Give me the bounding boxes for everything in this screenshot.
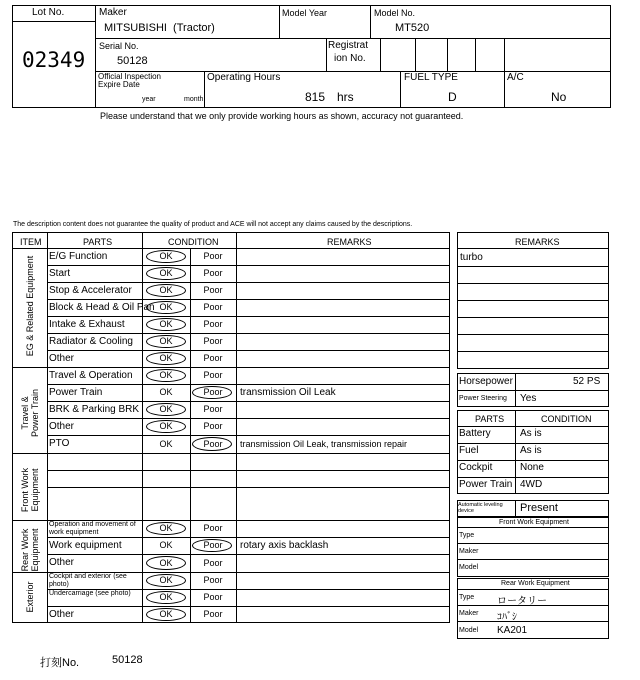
cond-ok: OK	[159, 592, 173, 602]
row-part	[49, 487, 141, 520]
cond-ok: OK	[159, 285, 173, 295]
cond-poor: Poor	[203, 370, 223, 380]
row-part: Travel & Operation	[49, 370, 133, 381]
cond-ok: OK	[159, 319, 173, 329]
right-part-name: Fuel	[459, 445, 479, 456]
model-year-label: Model Year	[282, 8, 328, 18]
row-remark: transmission Oil Leak	[240, 387, 336, 398]
cond-poor: Poor	[203, 387, 223, 397]
ok-circle	[146, 318, 186, 331]
cond-ok: OK	[159, 540, 173, 550]
cond-poor: Poor	[203, 404, 223, 414]
row-part: Work equipment	[49, 540, 122, 551]
cond-ok: OK	[159, 421, 173, 431]
cond-ok: OK	[159, 523, 173, 533]
right-part-cond: 4WD	[520, 479, 543, 490]
row-part: Power Train	[49, 387, 103, 398]
cond-poor: Poor	[203, 575, 223, 585]
right-part-cond: As is	[520, 428, 542, 439]
ok-circle	[146, 591, 186, 604]
ok-circle	[146, 556, 186, 570]
col-remarks: REMARKS	[327, 237, 372, 247]
front-work-title: Front Work Equipment	[499, 519, 569, 526]
ok-circle	[146, 352, 186, 365]
cond-ok: OK	[159, 558, 173, 568]
right-part-name: Battery	[459, 428, 491, 439]
operating-hours-unit: hrs	[337, 90, 354, 104]
poor-circle	[192, 386, 232, 399]
cond-poor: Poor	[203, 592, 223, 602]
stamp-value: 50128	[112, 654, 143, 666]
maker-value: MITSUBISHI (Tractor)	[104, 22, 215, 34]
cond-poor: Poor	[203, 439, 223, 449]
right-remarks-text: turbo	[460, 252, 483, 263]
row-part: PTO	[49, 438, 70, 449]
cond-poor: Poor	[203, 336, 223, 346]
operating-hours-label: Operating Hours	[207, 72, 281, 83]
lot-no-value: 02349	[22, 48, 86, 72]
right-condition-header: CONDITION	[541, 414, 592, 424]
row-part: Undercarriage (see photo)	[49, 590, 131, 597]
row-part: Operation and movement of work equipment	[49, 521, 136, 536]
model-no-label: Model No.	[374, 8, 416, 18]
lot-no-label: Lot No.	[32, 7, 65, 18]
row-part: Other	[49, 421, 75, 432]
disclaimer: The description content does not guarantee the quality of product and ACE will not accept any claims caused by the descriptions.	[13, 221, 413, 228]
leveling-label: Automatic leveling device	[458, 502, 503, 514]
month-label: month	[184, 96, 204, 103]
cond-ok: OK	[159, 404, 173, 414]
cond-poor: Poor	[203, 353, 223, 363]
row-remark: transmission Oil Leak, transmission repair	[240, 439, 408, 449]
row-remark: rotary axis backlash	[240, 540, 329, 551]
front-model-label: Model	[459, 564, 479, 571]
col-item: ITEM	[20, 237, 42, 247]
cond-ok: OK	[159, 439, 173, 449]
fuel-type-label: FUEL TYPE	[404, 72, 458, 83]
row-part: Stop & Accelerator	[49, 285, 132, 296]
right-part-cond: As is	[520, 445, 542, 456]
right-remarks-header: REMARKS	[515, 237, 560, 247]
ok-circle	[146, 335, 186, 348]
hours-note: Please understand that we only provide working hours as shown, accuracy not guaranteed.	[100, 111, 464, 121]
group-front-work-text: Front Work Equipment	[20, 467, 40, 513]
inspection-label-1: Official Inspection	[98, 72, 161, 81]
cond-poor: Poor	[203, 558, 223, 568]
cond-poor: Poor	[203, 421, 223, 431]
rear-model-value: KA201	[497, 625, 528, 636]
row-part: Radiator & Cooling	[49, 336, 133, 347]
row-part: BRK & Parking BRK	[49, 404, 140, 415]
cond-ok: OK	[159, 370, 173, 380]
rear-work-title: Rear Work Equipment	[501, 580, 570, 587]
row-part: Cockpit and exterior (see photo)	[49, 573, 127, 588]
inspection-label-2: Expire Date	[98, 80, 140, 89]
ac-label: A/C	[507, 72, 524, 83]
rear-maker-label: Maker	[459, 610, 479, 617]
ok-circle	[146, 267, 186, 280]
row-part: Other	[49, 609, 75, 620]
ok-circle	[146, 250, 186, 263]
ok-circle	[146, 301, 186, 314]
stamp-label: 打刻No.	[40, 657, 80, 669]
cond-ok: OK	[159, 302, 173, 312]
cond-ok: OK	[159, 353, 173, 363]
right-part-name: Power Train	[459, 479, 513, 490]
ok-circle	[146, 284, 186, 297]
right-part-name: Cockpit	[459, 462, 493, 473]
row-part: Other	[49, 353, 75, 364]
group-travel-power	[20, 365, 40, 461]
ok-circle	[146, 420, 186, 433]
registration-label-2: ion No.	[334, 53, 366, 64]
group-exterior: Exterior	[25, 581, 35, 613]
cond-poor: Poor	[203, 285, 223, 295]
horsepower-label: Horsepower	[459, 376, 513, 387]
col-condition: CONDITION	[168, 237, 219, 247]
cond-poor: Poor	[203, 268, 223, 278]
ok-circle	[146, 369, 186, 382]
ok-circle	[146, 522, 186, 535]
row-part	[49, 453, 141, 470]
row-part	[49, 470, 141, 487]
rear-type-label: Type	[459, 594, 475, 601]
group-front-work	[20, 455, 40, 525]
right-part-cond: None	[520, 462, 544, 473]
row-part: Other	[49, 557, 75, 568]
row-part: Start	[49, 268, 71, 279]
cond-poor: Poor	[203, 251, 223, 261]
poor-circle	[192, 539, 232, 552]
poor-circle	[192, 437, 232, 451]
ac-value: No	[551, 90, 567, 104]
ok-circle	[146, 403, 186, 416]
year-label: year	[142, 96, 156, 103]
horsepower-value: 52 PS	[573, 376, 601, 387]
cond-poor: Poor	[203, 540, 223, 550]
row-part: Block & Head & Oil Pan	[49, 302, 155, 313]
group-travel-power-text: Travel & Power Train	[20, 388, 40, 438]
ok-circle	[146, 608, 186, 621]
front-maker-label: Maker	[459, 548, 479, 555]
col-parts: PARTS	[83, 237, 113, 247]
rear-type-value: ロータリー	[497, 596, 547, 607]
power-steering-label: Power Steering	[459, 395, 507, 402]
group-eg-related: EG & Related Equipment	[25, 255, 35, 357]
rear-model-label: Model	[459, 627, 479, 634]
right-parts-header: PARTS	[475, 414, 505, 424]
cond-poor: Poor	[203, 609, 223, 619]
cond-ok: OK	[159, 609, 173, 619]
cond-poor: Poor	[203, 302, 223, 312]
maker-label: Maker	[99, 7, 127, 18]
rear-maker-value: ｺﾊﾞｼ	[497, 612, 517, 623]
serial-value: 50128	[117, 55, 148, 67]
model-no-value: MT520	[395, 22, 430, 34]
registration-label-1: Registrat	[328, 40, 369, 51]
ok-circle	[146, 574, 186, 587]
row-part: E/G Function	[49, 251, 108, 262]
cond-ok: OK	[159, 336, 173, 346]
cond-poor: Poor	[203, 319, 223, 329]
leveling-value: Present	[520, 502, 558, 514]
fuel-type-value: D	[448, 90, 457, 104]
cond-ok: OK	[159, 387, 173, 397]
serial-label: Serial No.	[99, 41, 139, 51]
cond-ok: OK	[159, 268, 173, 278]
operating-hours-value: 815	[305, 90, 326, 104]
cond-ok: OK	[159, 575, 173, 585]
front-type-label: Type	[459, 532, 475, 539]
cond-poor: Poor	[203, 523, 223, 533]
cond-ok: OK	[159, 251, 173, 261]
row-part: Intake & Exhaust	[49, 319, 125, 330]
power-steering-value: Yes	[520, 393, 537, 404]
group-rear-work-text: Rear Work Equipment	[20, 528, 40, 572]
